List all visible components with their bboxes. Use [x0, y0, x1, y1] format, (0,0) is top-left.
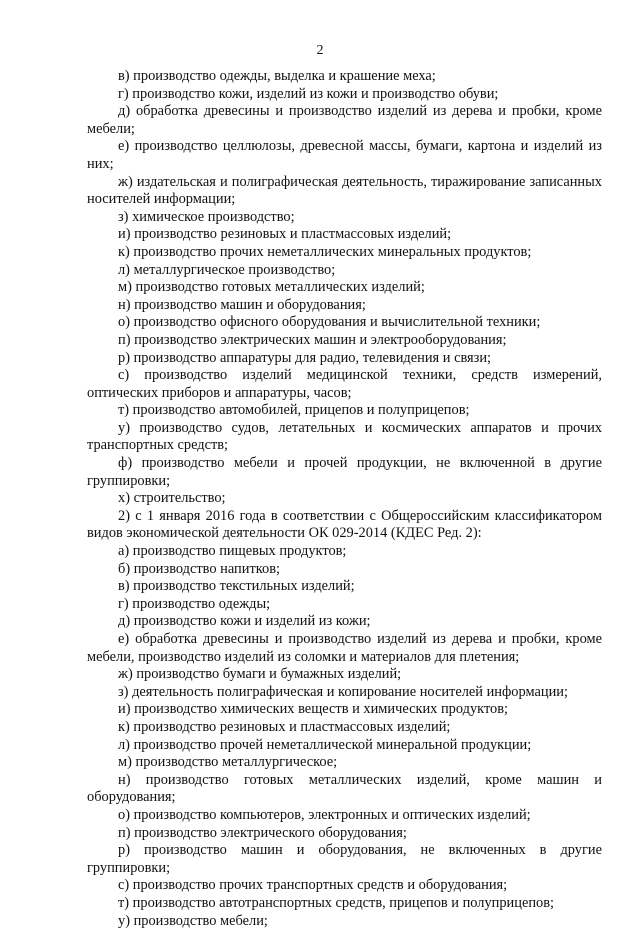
- list-item: с) производство прочих транспортных средств и оборудования;: [87, 877, 602, 895]
- list-item: д) производство кожи и изделий из кожи;: [87, 613, 602, 631]
- list-item: н) производство готовых металлических изделий, кроме машин и оборудования;: [87, 772, 602, 807]
- list-item: с) производство изделий медицинской техники, средств измерений, оптических приборов и аппаратуры, часов;: [87, 367, 602, 402]
- list-item: л) производство прочей неметаллической минеральной продукции;: [87, 737, 602, 755]
- list-item: м) производство готовых металлических изделий;: [87, 279, 602, 297]
- list-item: и) производство химических веществ и химических продуктов;: [87, 701, 602, 719]
- list-item: п) производство электрических машин и электрооборудования;: [87, 332, 602, 350]
- list-item: б) производство напитков;: [87, 561, 602, 579]
- list-item: ж) издательская и полиграфическая деятельность, тиражирование записанных носителей информации;: [87, 174, 602, 209]
- list-item: к) производство резиновых и пластмассовых изделий;: [87, 719, 602, 737]
- list-item: о) производство офисного оборудования и вычислительной техники;: [87, 314, 602, 332]
- list-item: т) производство автомобилей, прицепов и полуприцепов;: [87, 402, 602, 420]
- list-item: т) производство автотранспортных средств, прицепов и полуприцепов;: [87, 895, 602, 913]
- document-body: [87, 68, 602, 930]
- list-item: а) производство пищевых продуктов;: [87, 543, 602, 561]
- list-item: в) производство одежды, выделка и крашение меха;: [87, 68, 602, 86]
- list-item: р) производство машин и оборудования, не включенных в другие группировки;: [87, 842, 602, 877]
- list-item: н) производство машин и оборудования;: [87, 297, 602, 315]
- list-item: ж) производство бумаги и бумажных изделий;: [87, 666, 602, 684]
- list-item: е) производство целлюлозы, древесной массы, бумаги, картона и изделий из них;: [87, 138, 602, 173]
- list-item: у) производство мебели;: [87, 913, 602, 930]
- list-item: р) производство аппаратуры для радио, телевидения и связи;: [87, 350, 602, 368]
- list-item: х) строительство;: [87, 490, 602, 508]
- list-item: у) производство судов, летательных и космических аппаратов и прочих транспортных средств;: [87, 420, 602, 455]
- list-item: л) металлургическое производство;: [87, 262, 602, 280]
- list-item: к) производство прочих неметаллических минеральных продуктов;: [87, 244, 602, 262]
- list-item: г) производство кожи, изделий из кожи и производство обуви;: [87, 86, 602, 104]
- list-item: 2) с 1 января 2016 года в соответствии с Общероссийским классификатором видов экономической деятельности ОК 029-2014 (КДЕС Ред. 2):: [87, 508, 602, 543]
- list-item: в) производство текстильных изделий;: [87, 578, 602, 596]
- page-number: 2: [0, 42, 640, 60]
- list-item: ф) производство мебели и прочей продукции, не включенной в другие группировки;: [87, 455, 602, 490]
- list-item: е) обработка древесины и производство изделий из дерева и пробки, кроме мебели, производство изделий из соломки и материалов для плетения;: [87, 631, 602, 666]
- list-item: о) производство компьютеров, электронных и оптических изделий;: [87, 807, 602, 825]
- list-item: д) обработка древесины и производство изделий из дерева и пробки, кроме мебели;: [87, 103, 602, 138]
- list-item: з) деятельность полиграфическая и копирование носителей информации;: [87, 684, 602, 702]
- list-item: з) химическое производство;: [87, 209, 602, 227]
- list-item: и) производство резиновых и пластмассовых изделий;: [87, 226, 602, 244]
- list-item: п) производство электрического оборудования;: [87, 825, 602, 843]
- list-item: г) производство одежды;: [87, 596, 602, 614]
- list-item: м) производство металлургическое;: [87, 754, 602, 772]
